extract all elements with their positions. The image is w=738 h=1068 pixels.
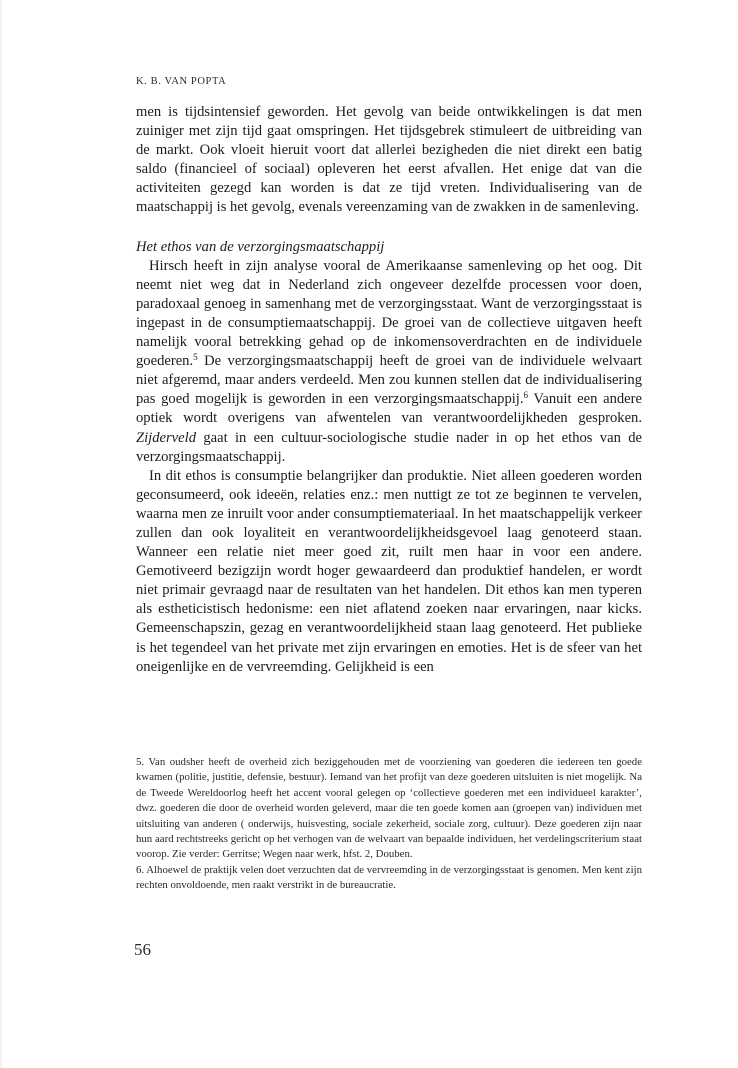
paragraph-ethos: In dit ethos is consumptie belangrijker dan produktie. Niet alleen goederen worden geconsumeerd, ook ideeën, relaties enz.: men nuttigt ze tot ze beginnen te vervelen, waarna men ze inruilt voor ander consumptiemateriaal. In het maatschappelijk verkeer zullen dan ook loyaliteit en verantwoordelijkheidsgevoel laag genoteerd staan. Wanneer een relatie niet meer goed zit, ruilt men haar in voor een andere. Gemotiveerd bezigzijn wordt hoger gewaardeerd dan produktief handelen, er wordt niet primair gevraagd naar de resultaten van het handelen. Dit ethos kan men typeren als estheticistisch hedonisme: een niet aflatend zoeken naar ervaringen, naar kicks. Gemeenschapszin, gezag en verantwoordelijkheid staan laag genoteerd. Het publieke is het tegendeel van het private met zijn ervaringen en emoties. Het is de sfeer van het oneigenlijke en de vervreemding. Gelijkheid is een: [136, 467, 642, 675]
author-zijderveld: Zijderveld: [136, 429, 196, 446]
paragraph-hirsch: [136, 257, 642, 467]
paragraph-hirsch-text-2: De verzorgingsmaatschappij heeft de groei van de individuele welvaart niet afgeremd, maar anders verdeeld. Men zou kunnen stellen dat de individualisering pas goed mogelijk is geworden in een verzorgingsmaatschappij.: [136, 353, 642, 408]
footnote-5: 5. Van oudsher heeft de overheid zich beziggehouden met de voorziening van goederen die iedereen ten goede kwamen (politie, justitie, defensie, bestuur). Iemand van het profijt van deze goederen uitsluiten is niet mogelijk. Na de Tweede Wereldoorlog heeft het accent vooral gelegen op ‘collectieve goederen met een individueel karakter’, dwz. goederen die door de overheid worden geleverd, maar die ten goede komen aan (groepen van) individuen met uitsluiting van anderen ( onderwijs, huisvesting, sociale zekerheid, sociale zorg, cultuur). Deze goederen zijn naar hun aard rechtstreeks gericht op het verhogen van de welvaart van bepaalde individuen, het verdelingscriterium staat voorop. Zie verder: Gerritse; Wegen naar werk, hfst. 2, Douben.: [136, 756, 642, 861]
footnote-ref-5[interactable]: 5: [193, 352, 198, 363]
footnote-6: 6. Alhoewel de praktijk velen doet verzuchten dat de vervreemding in de verzorgingsstaat is genomen. Men kent zijn rechten onvoldoende, men raakt verstrikt in de bureaucratie.: [136, 863, 642, 892]
page-number: 56: [134, 940, 151, 959]
paragraph-intro: men is tijdsintensief geworden. Het gevolg van beide ontwikkelingen is dat men zuiniger met zijn tijd gaat omspringen. Het tijdsgebrek stimuleert de uitbreiding van de markt. Ook vloeit hieruit voort dat allerlei bezigheden die niet direkt een batig saldo (financieel of sociaal) opleveren het eerst afvallen. Het enige dat van die activiteiten gezegd kan worden is dat ze tijd vreten. Individualisering van de maatschappij is het gevolg, evenals vereenzaming van de zwakken in de samenleving.: [136, 104, 642, 216]
section-heading: Het ethos van de verzorgingsmaatschappij: [136, 238, 385, 255]
paragraph-hirsch-text-1: Hirsch heeft in zijn analyse vooral de Amerikaanse samenleving op het oog. Dit neemt niet weg dat in Nederland zich ongeveer dezelfde processen voor doen, paradoxaal genoeg in samenhang met de verzorgingsstaat. Want de verzorgingsstaat is ingepast in de consumptiemaatschappij. De groei van de collectieve uitgaven heeft namelijk vooral betrekking gehad op de inkomensoverdrachten en de individuele goederen.: [136, 257, 642, 370]
paragraph-hirsch-text-4: gaat in een cultuur-sociologische studie nader in op het ethos van de verzorgingsmaatschappij.: [136, 429, 642, 465]
body-text: [136, 103, 642, 677]
footnote-ref-6[interactable]: 6: [523, 390, 529, 401]
footnotes: [136, 755, 642, 894]
paragraph-hirsch-text-3: Vanuit een andere optiek wordt overigens van afwentelen van verantwoordelijkheden gesproken.: [136, 391, 642, 427]
running-head: K. B. VAN POPTA: [136, 76, 227, 87]
